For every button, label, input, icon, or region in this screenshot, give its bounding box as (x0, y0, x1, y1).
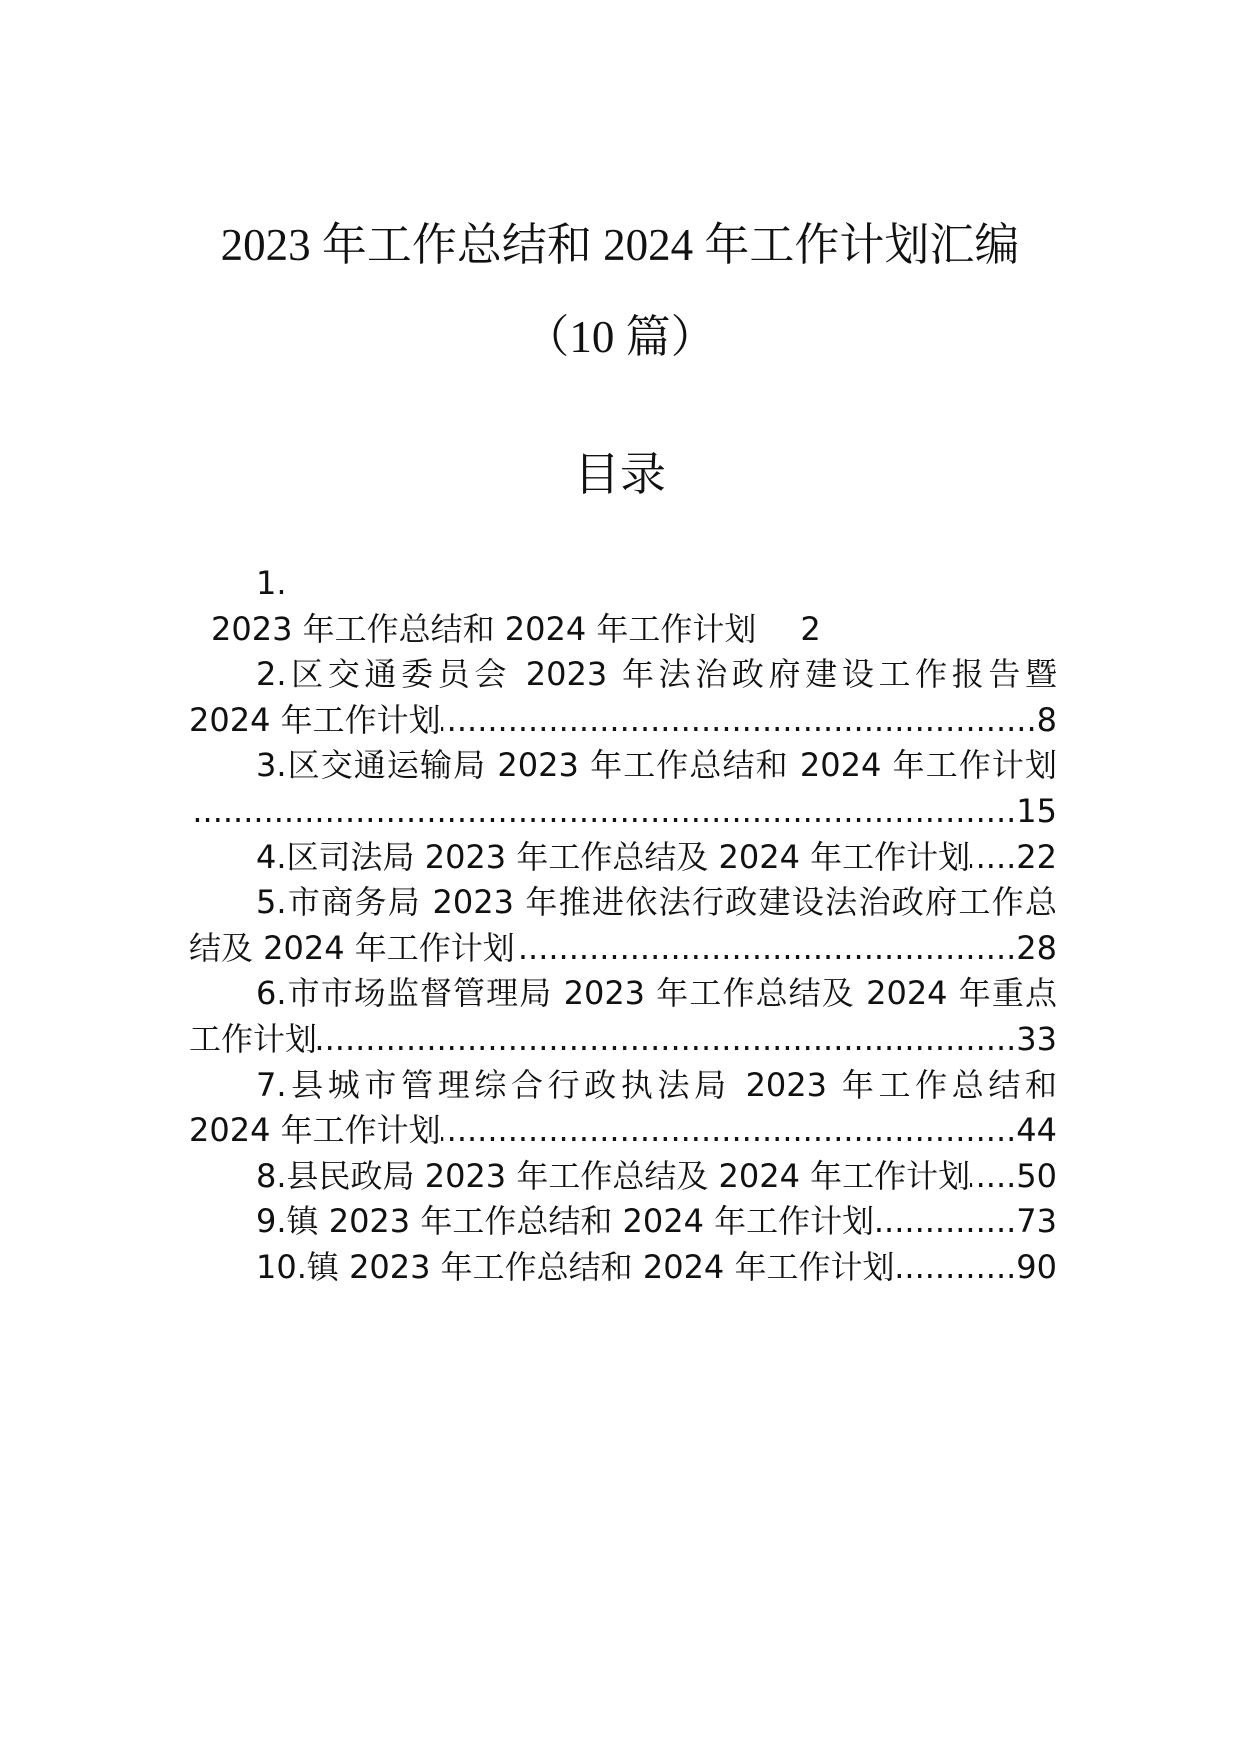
toc-heading: 目录 (574, 448, 666, 500)
toc-leader (874, 1199, 1016, 1245)
toc-entry-title: 镇 2023 年工作总结和 2024 年工作计划 (286, 1202, 875, 1241)
toc-entry-1 (189, 561, 1057, 652)
toc-entry-title: 县民政局 2023 年工作总结及 2024 年工作计划 (286, 1156, 971, 1195)
toc-page-number: 90 (1016, 1247, 1057, 1286)
toc-leader (189, 789, 1016, 835)
toc-entry-number: 5. (256, 883, 287, 922)
toc-leader (441, 698, 1037, 744)
toc-page-number: 8 (1036, 700, 1057, 739)
toc-entry-number: 8. (256, 1156, 287, 1195)
toc-page-number: 28 (1016, 928, 1057, 967)
toc-entry-title: 镇 2023 年工作总结和 2024 年工作计划 (306, 1247, 895, 1286)
toc-entry-2 (189, 652, 1057, 743)
toc-entry-title: 2023 年工作总结和 2024 年工作计划 (211, 609, 757, 648)
toc-entry-number: 2. (256, 655, 287, 694)
toc-entry-line (189, 607, 1057, 653)
toc-entry-line (189, 835, 1057, 881)
toc-leader (894, 1245, 1016, 1291)
toc-page-number: 22 (1016, 837, 1057, 876)
toc-page-number: 44 (1016, 1111, 1057, 1150)
toc-entry-line (189, 1199, 1057, 1245)
toc-entry-number: 3. (256, 746, 287, 785)
toc-entry-title: 2024 年工作计划 (189, 700, 441, 739)
toc-entry-line (189, 789, 1057, 835)
toc-entry-title: 县城市管理综合行政执法局 2023 年工作总结和 (286, 1065, 1057, 1104)
toc-entry-title: 2024 年工作计划 (189, 1111, 441, 1150)
toc-entry-title: 工作计划 (189, 1019, 318, 1058)
toc-page-number: 50 (1016, 1156, 1057, 1195)
toc-entry-line (189, 880, 1057, 926)
toc-entry-title: 区交通运输局 2023 年工作总结和 2024 年工作计划 (286, 746, 1057, 785)
toc-entry-number: 9. (256, 1202, 287, 1241)
toc-leader (515, 926, 1016, 972)
toc-page-number: 15 (1016, 791, 1057, 830)
toc-entry-5 (189, 880, 1057, 971)
toc-entry-line (189, 926, 1057, 972)
toc-entry-number: 6. (256, 974, 287, 1013)
toc-leader (970, 1154, 1016, 1200)
toc-entry-number: 4. (256, 837, 287, 876)
toc-entry-title: 市市场监督管理局 2023 年工作总结及 2024 年重点 (286, 974, 1057, 1013)
toc-entry-line (189, 971, 1057, 1017)
toc-leader (441, 1108, 1017, 1154)
toc-entry-title: 区交通委员会 2023 年法治政府建设工作报告暨 (286, 655, 1057, 694)
toc-entry-title: 市商务局 2023 年推进依法行政建设法治政府工作总 (286, 883, 1057, 922)
toc-entry-7 (189, 1063, 1057, 1154)
toc-page-number: 2 (800, 609, 821, 648)
toc-entry-number: 7. (256, 1065, 287, 1104)
toc-leader (970, 835, 1016, 881)
toc-leader (317, 1017, 1016, 1063)
document-title: 2023 年工作总结和 2024 年工作计划汇编 (220, 220, 1020, 270)
toc-entry-line (189, 1017, 1057, 1063)
table-of-contents (189, 561, 1057, 1291)
toc-entry-number: 1. (256, 564, 287, 602)
toc-entry-line (189, 1063, 1057, 1109)
toc-entry-9 (189, 1199, 1057, 1245)
toc-page-number: 73 (1016, 1202, 1057, 1241)
document-subtitle: （10 篇） (524, 312, 716, 362)
toc-entry-8 (189, 1154, 1057, 1200)
toc-entry-6 (189, 971, 1057, 1062)
toc-entry-line (189, 1108, 1057, 1154)
toc-entry-10 (189, 1245, 1057, 1291)
toc-entry-title: 结及 2024 年工作计划 (189, 928, 515, 967)
toc-entry-line (189, 1245, 1057, 1291)
toc-entry-line (189, 1154, 1057, 1200)
toc-entry-line (189, 743, 1057, 789)
toc-entry-title: 区司法局 2023 年工作总结及 2024 年工作计划 (286, 837, 971, 876)
toc-entry-line (189, 561, 1057, 607)
toc-entry-4 (189, 835, 1057, 881)
toc-page-number: 33 (1016, 1019, 1057, 1058)
toc-entry-number: 10. (256, 1247, 307, 1286)
toc-entry-line (189, 652, 1057, 698)
toc-entry-line (189, 698, 1057, 744)
toc-entry-3 (189, 743, 1057, 834)
